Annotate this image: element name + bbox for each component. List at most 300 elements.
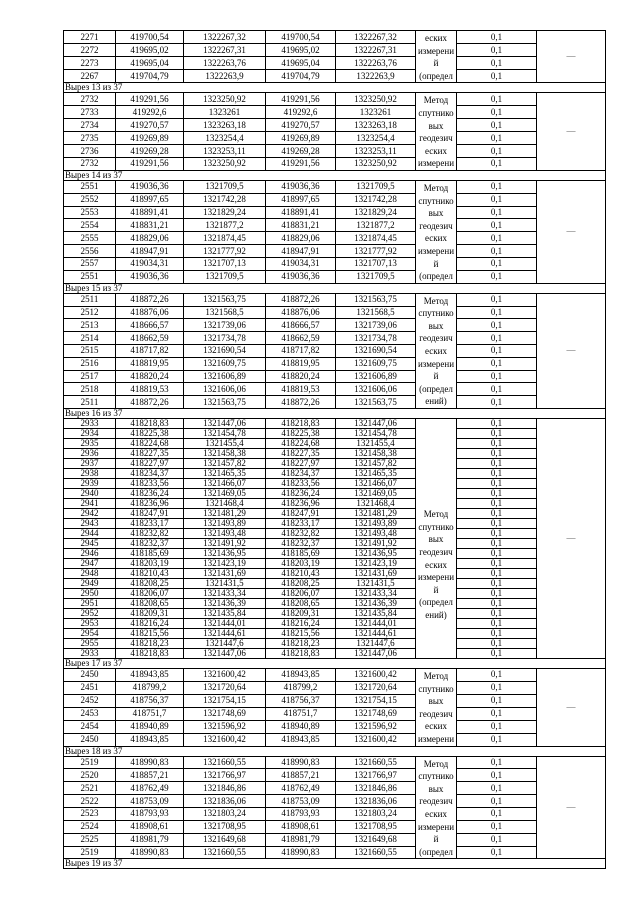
y-coordinate: 1321431,5 — [184, 579, 266, 589]
y-coordinate: 1321606,06 — [184, 383, 266, 396]
table-row — [64, 807, 606, 820]
point-number: 2951 — [64, 599, 116, 609]
x-coordinate: 418233,17 — [116, 519, 184, 529]
table-row — [64, 319, 606, 332]
y-coordinate: 1321734,78 — [184, 332, 266, 345]
y-coordinate: 1321457,82 — [184, 459, 266, 469]
section-header-row — [64, 83, 606, 93]
x-coordinate-2: 418218,23 — [266, 639, 336, 649]
y-coordinate-2: 1323263,18 — [336, 119, 416, 132]
x-coordinate-2: 418891,41 — [266, 206, 336, 219]
section-header-row — [64, 409, 606, 419]
method-line — [416, 458, 456, 471]
precision-value: 0,1 — [457, 449, 537, 459]
precision-value: 0,1 — [457, 519, 537, 529]
point-number: 2523 — [64, 807, 116, 820]
method-line: (определ — [419, 846, 453, 857]
x-coordinate-2: 418793,93 — [266, 807, 336, 820]
x-coordinate-2: 418990,83 — [266, 756, 336, 769]
point-number: 2942 — [64, 509, 116, 519]
table-row — [64, 419, 606, 429]
point-number: 2513 — [64, 319, 116, 332]
y-coordinate-2: 1321708,95 — [336, 820, 416, 833]
precision-value: 0,1 — [457, 232, 537, 245]
method-line: й — [433, 258, 439, 269]
method-line: геодезич — [419, 333, 453, 344]
y-coordinate: 1321431,69 — [184, 569, 266, 579]
x-coordinate-2: 419036,36 — [266, 270, 336, 283]
table-row — [64, 489, 606, 499]
method-line: спутнико — [418, 195, 454, 206]
y-coordinate-2: 1323253,11 — [336, 145, 416, 158]
point-number: 2955 — [64, 639, 116, 649]
y-coordinate: 1321455,4 — [184, 439, 266, 449]
table-row — [64, 833, 606, 846]
x-coordinate-2: 418872,26 — [266, 293, 336, 306]
precision-value: 0,1 — [457, 846, 537, 859]
x-coordinate-2: 418233,56 — [266, 479, 336, 489]
y-coordinate-2: 1321469,05 — [336, 489, 416, 499]
precision-value: 0,1 — [457, 479, 537, 489]
y-coordinate-2: 1321457,82 — [336, 459, 416, 469]
x-coordinate: 418981,79 — [116, 833, 184, 846]
y-coordinate: 1321435,84 — [184, 609, 266, 619]
point-number: 2273 — [64, 57, 116, 70]
y-coordinate: 1321447,06 — [184, 649, 266, 659]
precision-value: 0,1 — [457, 396, 537, 409]
x-coordinate-2: 419695,02 — [266, 44, 336, 57]
table-row — [64, 694, 606, 707]
precision-value: 0,1 — [457, 459, 537, 469]
y-coordinate-2: 1321709,5 — [336, 180, 416, 193]
table-row — [64, 619, 606, 629]
x-coordinate-2: 418209,31 — [266, 609, 336, 619]
point-number: 2941 — [64, 499, 116, 509]
point-number: 2553 — [64, 206, 116, 219]
x-coordinate: 419695,02 — [116, 44, 184, 57]
y-coordinate: 1321444,01 — [184, 619, 266, 629]
method-line: вых — [428, 320, 444, 331]
method-cell — [416, 419, 457, 659]
x-coordinate-2: 418819,53 — [266, 383, 336, 396]
y-coordinate-2: 1321447,6 — [336, 639, 416, 649]
point-number: 2732 — [64, 93, 116, 106]
method-line: вых — [428, 120, 444, 131]
note-cell — [537, 180, 606, 283]
point-number: 2551 — [64, 180, 116, 193]
x-coordinate-2: 418820,24 — [266, 370, 336, 383]
precision-value: 0,1 — [457, 419, 537, 429]
y-coordinate-2: 1321742,28 — [336, 193, 416, 206]
x-coordinate: 419036,36 — [116, 270, 184, 283]
y-coordinate: 1321660,55 — [184, 756, 266, 769]
y-coordinate-2: 1321846,86 — [336, 782, 416, 795]
precision-value: 0,1 — [457, 820, 537, 833]
y-coordinate: 1321877,2 — [184, 219, 266, 232]
precision-value: 0,1 — [457, 93, 537, 106]
method-line: геодезич — [419, 796, 453, 807]
precision-value: 0,1 — [457, 370, 537, 383]
x-coordinate-2: 418753,09 — [266, 795, 336, 808]
y-coordinate: 1321754,15 — [184, 694, 266, 707]
method-line: вых — [428, 534, 444, 545]
x-coordinate: 418997,65 — [116, 193, 184, 206]
y-coordinate-2: 1321609,75 — [336, 357, 416, 370]
x-coordinate: 419036,36 — [116, 180, 184, 193]
method-line: измерени — [417, 821, 455, 832]
y-coordinate-2: 1321660,55 — [336, 756, 416, 769]
precision-value: 0,1 — [457, 70, 537, 83]
point-number: 2525 — [64, 833, 116, 846]
method-line: измерени — [417, 572, 455, 583]
method-line: геодезич — [419, 220, 453, 231]
method-line: Метод — [423, 182, 449, 193]
x-coordinate-2: 418981,79 — [266, 833, 336, 846]
x-coordinate-2: 418210,43 — [266, 569, 336, 579]
x-coordinate: 418215,56 — [116, 629, 184, 639]
table-row — [64, 93, 606, 106]
method-line: еских — [425, 33, 447, 43]
x-coordinate: 418756,37 — [116, 694, 184, 707]
y-coordinate-2: 1321690,54 — [336, 344, 416, 357]
y-coordinate: 1321777,92 — [184, 245, 266, 258]
y-coordinate-2: 1321649,68 — [336, 833, 416, 846]
y-coordinate-2: 1321606,06 — [336, 383, 416, 396]
precision-value: 0,1 — [457, 119, 537, 132]
x-coordinate: 418666,57 — [116, 319, 184, 332]
table-row — [64, 549, 606, 559]
precision-value: 0,1 — [457, 219, 537, 232]
method-line: измерени — [417, 734, 455, 744]
point-number: 2554 — [64, 219, 116, 232]
y-coordinate: 1321709,5 — [184, 270, 266, 283]
table-row — [64, 57, 606, 70]
precision-value: 0,1 — [457, 429, 537, 439]
table-row — [64, 106, 606, 119]
x-coordinate-2: 418227,35 — [266, 449, 336, 459]
x-coordinate-2: 418206,07 — [266, 589, 336, 599]
method-line: геодезич — [419, 546, 453, 557]
x-coordinate: 418872,26 — [116, 293, 184, 306]
x-coordinate-2: 418990,83 — [266, 846, 336, 859]
method-line: еских — [425, 346, 447, 357]
y-coordinate: 1323263,18 — [184, 119, 266, 132]
y-coordinate-2: 1321606,89 — [336, 370, 416, 383]
x-coordinate: 418891,41 — [116, 206, 184, 219]
point-number: 2735 — [64, 132, 116, 145]
table-row — [64, 589, 606, 599]
x-coordinate: 418857,21 — [116, 769, 184, 782]
table-row — [64, 519, 606, 529]
point-number: 2952 — [64, 609, 116, 619]
point-number: 2937 — [64, 459, 116, 469]
y-coordinate-2: 1321734,78 — [336, 332, 416, 345]
y-coordinate-2: 1323250,92 — [336, 157, 416, 170]
x-coordinate: 418227,97 — [116, 459, 184, 469]
point-number: 2940 — [64, 489, 116, 499]
table-row — [64, 529, 606, 539]
y-coordinate-2: 1321829,24 — [336, 206, 416, 219]
y-coordinate-2: 1321491,92 — [336, 539, 416, 549]
method-line: й — [433, 584, 439, 595]
method-cell — [416, 756, 457, 859]
x-coordinate-2: 418218,83 — [266, 419, 336, 429]
x-coordinate-2: 418236,24 — [266, 489, 336, 499]
x-coordinate-2: 419695,04 — [266, 57, 336, 70]
x-coordinate-2: 418208,25 — [266, 579, 336, 589]
y-coordinate-2: 1321433,34 — [336, 589, 416, 599]
x-coordinate-2: 418208,65 — [266, 599, 336, 609]
x-coordinate-2: 418947,91 — [266, 245, 336, 258]
x-coordinate-2: 418203,19 — [266, 559, 336, 569]
y-coordinate-2: 1321431,69 — [336, 569, 416, 579]
point-number: 2516 — [64, 357, 116, 370]
y-coordinate: 1321444,61 — [184, 629, 266, 639]
y-coordinate: 1321846,86 — [184, 782, 266, 795]
precision-value: 0,1 — [457, 489, 537, 499]
precision-value: 0,1 — [457, 769, 537, 782]
y-coordinate-2: 1321563,75 — [336, 396, 416, 409]
point-number: 2555 — [64, 232, 116, 245]
x-coordinate-2: 419270,57 — [266, 119, 336, 132]
y-coordinate-2: 1321568,5 — [336, 306, 416, 319]
point-number: 2519 — [64, 846, 116, 859]
y-coordinate-2: 1321596,92 — [336, 720, 416, 733]
method-line: Метод — [423, 671, 449, 682]
table-row — [64, 332, 606, 345]
precision-value: 0,1 — [457, 258, 537, 271]
table-row — [64, 119, 606, 132]
x-coordinate-2: 419269,28 — [266, 145, 336, 158]
y-coordinate: 1321707,13 — [184, 258, 266, 271]
point-number: 2946 — [64, 549, 116, 559]
precision-value: 0,1 — [457, 782, 537, 795]
precision-value: 0,1 — [457, 145, 537, 158]
point-number: 2519 — [64, 756, 116, 769]
x-coordinate: 419291,56 — [116, 157, 184, 170]
x-coordinate: 419700,54 — [116, 31, 184, 44]
y-coordinate-2: 1321563,75 — [336, 293, 416, 306]
table-row — [64, 449, 606, 459]
x-coordinate: 418819,53 — [116, 383, 184, 396]
y-coordinate: 1321563,75 — [184, 396, 266, 409]
y-coordinate: 1322267,31 — [184, 44, 266, 57]
precision-value: 0,1 — [457, 306, 537, 319]
y-coordinate-2: 1321458,38 — [336, 449, 416, 459]
x-coordinate: 418225,38 — [116, 429, 184, 439]
y-coordinate-2: 1321754,15 — [336, 694, 416, 707]
x-coordinate: 418990,83 — [116, 846, 184, 859]
x-coordinate: 418819,95 — [116, 357, 184, 370]
point-number: 2515 — [64, 344, 116, 357]
method-cell — [416, 31, 457, 83]
x-coordinate: 418236,96 — [116, 499, 184, 509]
x-coordinate-2: 418225,38 — [266, 429, 336, 439]
x-coordinate-2: 418185,69 — [266, 549, 336, 559]
point-number: 2520 — [64, 769, 116, 782]
precision-value: 0,1 — [457, 383, 537, 396]
x-coordinate-2: 418218,83 — [266, 649, 336, 659]
x-coordinate: 418762,49 — [116, 782, 184, 795]
method-cell — [416, 669, 457, 747]
table-row — [64, 599, 606, 609]
method-line: еских — [425, 721, 447, 732]
section-title: Вырез 16 из 37 — [64, 409, 606, 419]
y-coordinate-2: 1322267,31 — [336, 44, 416, 57]
x-coordinate-2: 419700,54 — [266, 31, 336, 44]
y-coordinate: 1321766,97 — [184, 769, 266, 782]
y-coordinate: 1321563,75 — [184, 293, 266, 306]
y-coordinate: 1321447,6 — [184, 639, 266, 649]
y-coordinate: 1321709,5 — [184, 180, 266, 193]
x-coordinate-2: 419292,6 — [266, 106, 336, 119]
x-coordinate: 418232,82 — [116, 529, 184, 539]
y-coordinate: 1321609,75 — [184, 357, 266, 370]
table-row — [64, 370, 606, 383]
precision-value: 0,1 — [457, 206, 537, 219]
precision-value: 0,1 — [457, 619, 537, 629]
method-line: еских — [425, 233, 447, 244]
table-row — [64, 270, 606, 283]
x-coordinate-2: 419036,36 — [266, 180, 336, 193]
method-line: Метод — [423, 758, 449, 769]
y-coordinate-2: 1321600,42 — [336, 733, 416, 746]
precision-value: 0,1 — [457, 319, 537, 332]
point-number: 2953 — [64, 619, 116, 629]
precision-value: 0,1 — [457, 193, 537, 206]
point-number: 2272 — [64, 44, 116, 57]
note-cell — [537, 93, 606, 171]
table-row — [64, 439, 606, 449]
x-coordinate-2: 418227,97 — [266, 459, 336, 469]
point-number: 2452 — [64, 694, 116, 707]
point-number: 2939 — [64, 479, 116, 489]
x-coordinate-2: 418762,49 — [266, 782, 336, 795]
y-coordinate: 1321465,35 — [184, 469, 266, 479]
point-number: 2938 — [64, 469, 116, 479]
precision-value: 0,1 — [457, 694, 537, 707]
table-row — [64, 569, 606, 579]
x-coordinate-2: 418662,59 — [266, 332, 336, 345]
y-coordinate-2: 1321877,2 — [336, 219, 416, 232]
table-row — [64, 782, 606, 795]
x-coordinate-2: 418857,21 — [266, 769, 336, 782]
table-row — [64, 293, 606, 306]
note-cell — [537, 31, 606, 83]
table-row — [64, 193, 606, 206]
x-coordinate-2: 419034,31 — [266, 258, 336, 271]
point-number: 2936 — [64, 449, 116, 459]
method-line — [416, 483, 456, 496]
x-coordinate: 418876,06 — [116, 306, 184, 319]
x-coordinate: 418799,2 — [116, 681, 184, 694]
table-row — [64, 681, 606, 694]
section-header-row — [64, 659, 606, 669]
point-number: 2935 — [64, 439, 116, 449]
y-coordinate: 1321481,29 — [184, 509, 266, 519]
point-number: 2521 — [64, 782, 116, 795]
table-row — [64, 44, 606, 57]
method-line: й — [433, 834, 439, 845]
y-coordinate-2: 1321423,19 — [336, 559, 416, 569]
y-coordinate-2: 1321707,13 — [336, 258, 416, 271]
table-row — [64, 795, 606, 808]
dash-mark: — — [566, 533, 576, 544]
y-coordinate: 1321468,4 — [184, 499, 266, 509]
x-coordinate-2: 418876,06 — [266, 306, 336, 319]
point-number: 2934 — [64, 429, 116, 439]
method-line — [416, 433, 456, 446]
y-coordinate: 1321568,5 — [184, 306, 266, 319]
x-coordinate-2: 419704,79 — [266, 70, 336, 83]
table-row — [64, 245, 606, 258]
y-coordinate: 1321436,39 — [184, 599, 266, 609]
method-line: й — [433, 371, 439, 382]
method-line: спутнико — [418, 521, 454, 532]
table-row — [64, 707, 606, 720]
y-coordinate-2: 1321739,06 — [336, 319, 416, 332]
method-cell — [416, 93, 457, 171]
table-row — [64, 629, 606, 639]
dash-mark: — — [566, 345, 576, 356]
x-coordinate: 418793,93 — [116, 807, 184, 820]
x-coordinate: 418236,24 — [116, 489, 184, 499]
x-coordinate-2: 418233,17 — [266, 519, 336, 529]
y-coordinate: 1321739,06 — [184, 319, 266, 332]
x-coordinate: 419291,56 — [116, 93, 184, 106]
table-row — [64, 157, 606, 170]
y-coordinate-2: 1321465,35 — [336, 469, 416, 479]
method-line — [416, 496, 456, 509]
point-number: 2450 — [64, 733, 116, 746]
y-coordinate-2: 1321493,89 — [336, 519, 416, 529]
precision-value: 0,1 — [457, 756, 537, 769]
table-row — [64, 232, 606, 245]
dash-mark: — — [566, 126, 576, 137]
y-coordinate: 1322267,32 — [184, 31, 266, 44]
precision-value: 0,1 — [457, 344, 537, 357]
x-coordinate: 418753,09 — [116, 795, 184, 808]
precision-value: 0,1 — [457, 589, 537, 599]
y-coordinate: 1323250,92 — [184, 93, 266, 106]
point-number: 2950 — [64, 589, 116, 599]
table-row — [64, 344, 606, 357]
y-coordinate-2: 1322267,32 — [336, 31, 416, 44]
precision-value: 0,1 — [457, 707, 537, 720]
table-row — [64, 639, 606, 649]
method-line: (определ — [419, 271, 453, 282]
precision-value: 0,1 — [457, 733, 537, 746]
x-coordinate: 418208,65 — [116, 599, 184, 609]
table-row — [64, 357, 606, 370]
x-coordinate-2: 418799,2 — [266, 681, 336, 694]
y-coordinate: 1321748,69 — [184, 707, 266, 720]
x-coordinate-2: 418224,68 — [266, 439, 336, 449]
y-coordinate: 1321493,48 — [184, 529, 266, 539]
y-coordinate: 1323253,11 — [184, 145, 266, 158]
x-coordinate-2: 418831,21 — [266, 219, 336, 232]
method-line: Метод — [423, 509, 449, 520]
section-header-row — [64, 283, 606, 293]
method-line — [416, 420, 456, 433]
point-number: 2948 — [64, 569, 116, 579]
x-coordinate: 418990,83 — [116, 756, 184, 769]
method-line: й — [433, 58, 439, 69]
x-coordinate: 418208,25 — [116, 579, 184, 589]
y-coordinate: 1321720,64 — [184, 681, 266, 694]
x-coordinate-2: 418943,85 — [266, 733, 336, 746]
y-coordinate-2: 1321660,55 — [336, 846, 416, 859]
